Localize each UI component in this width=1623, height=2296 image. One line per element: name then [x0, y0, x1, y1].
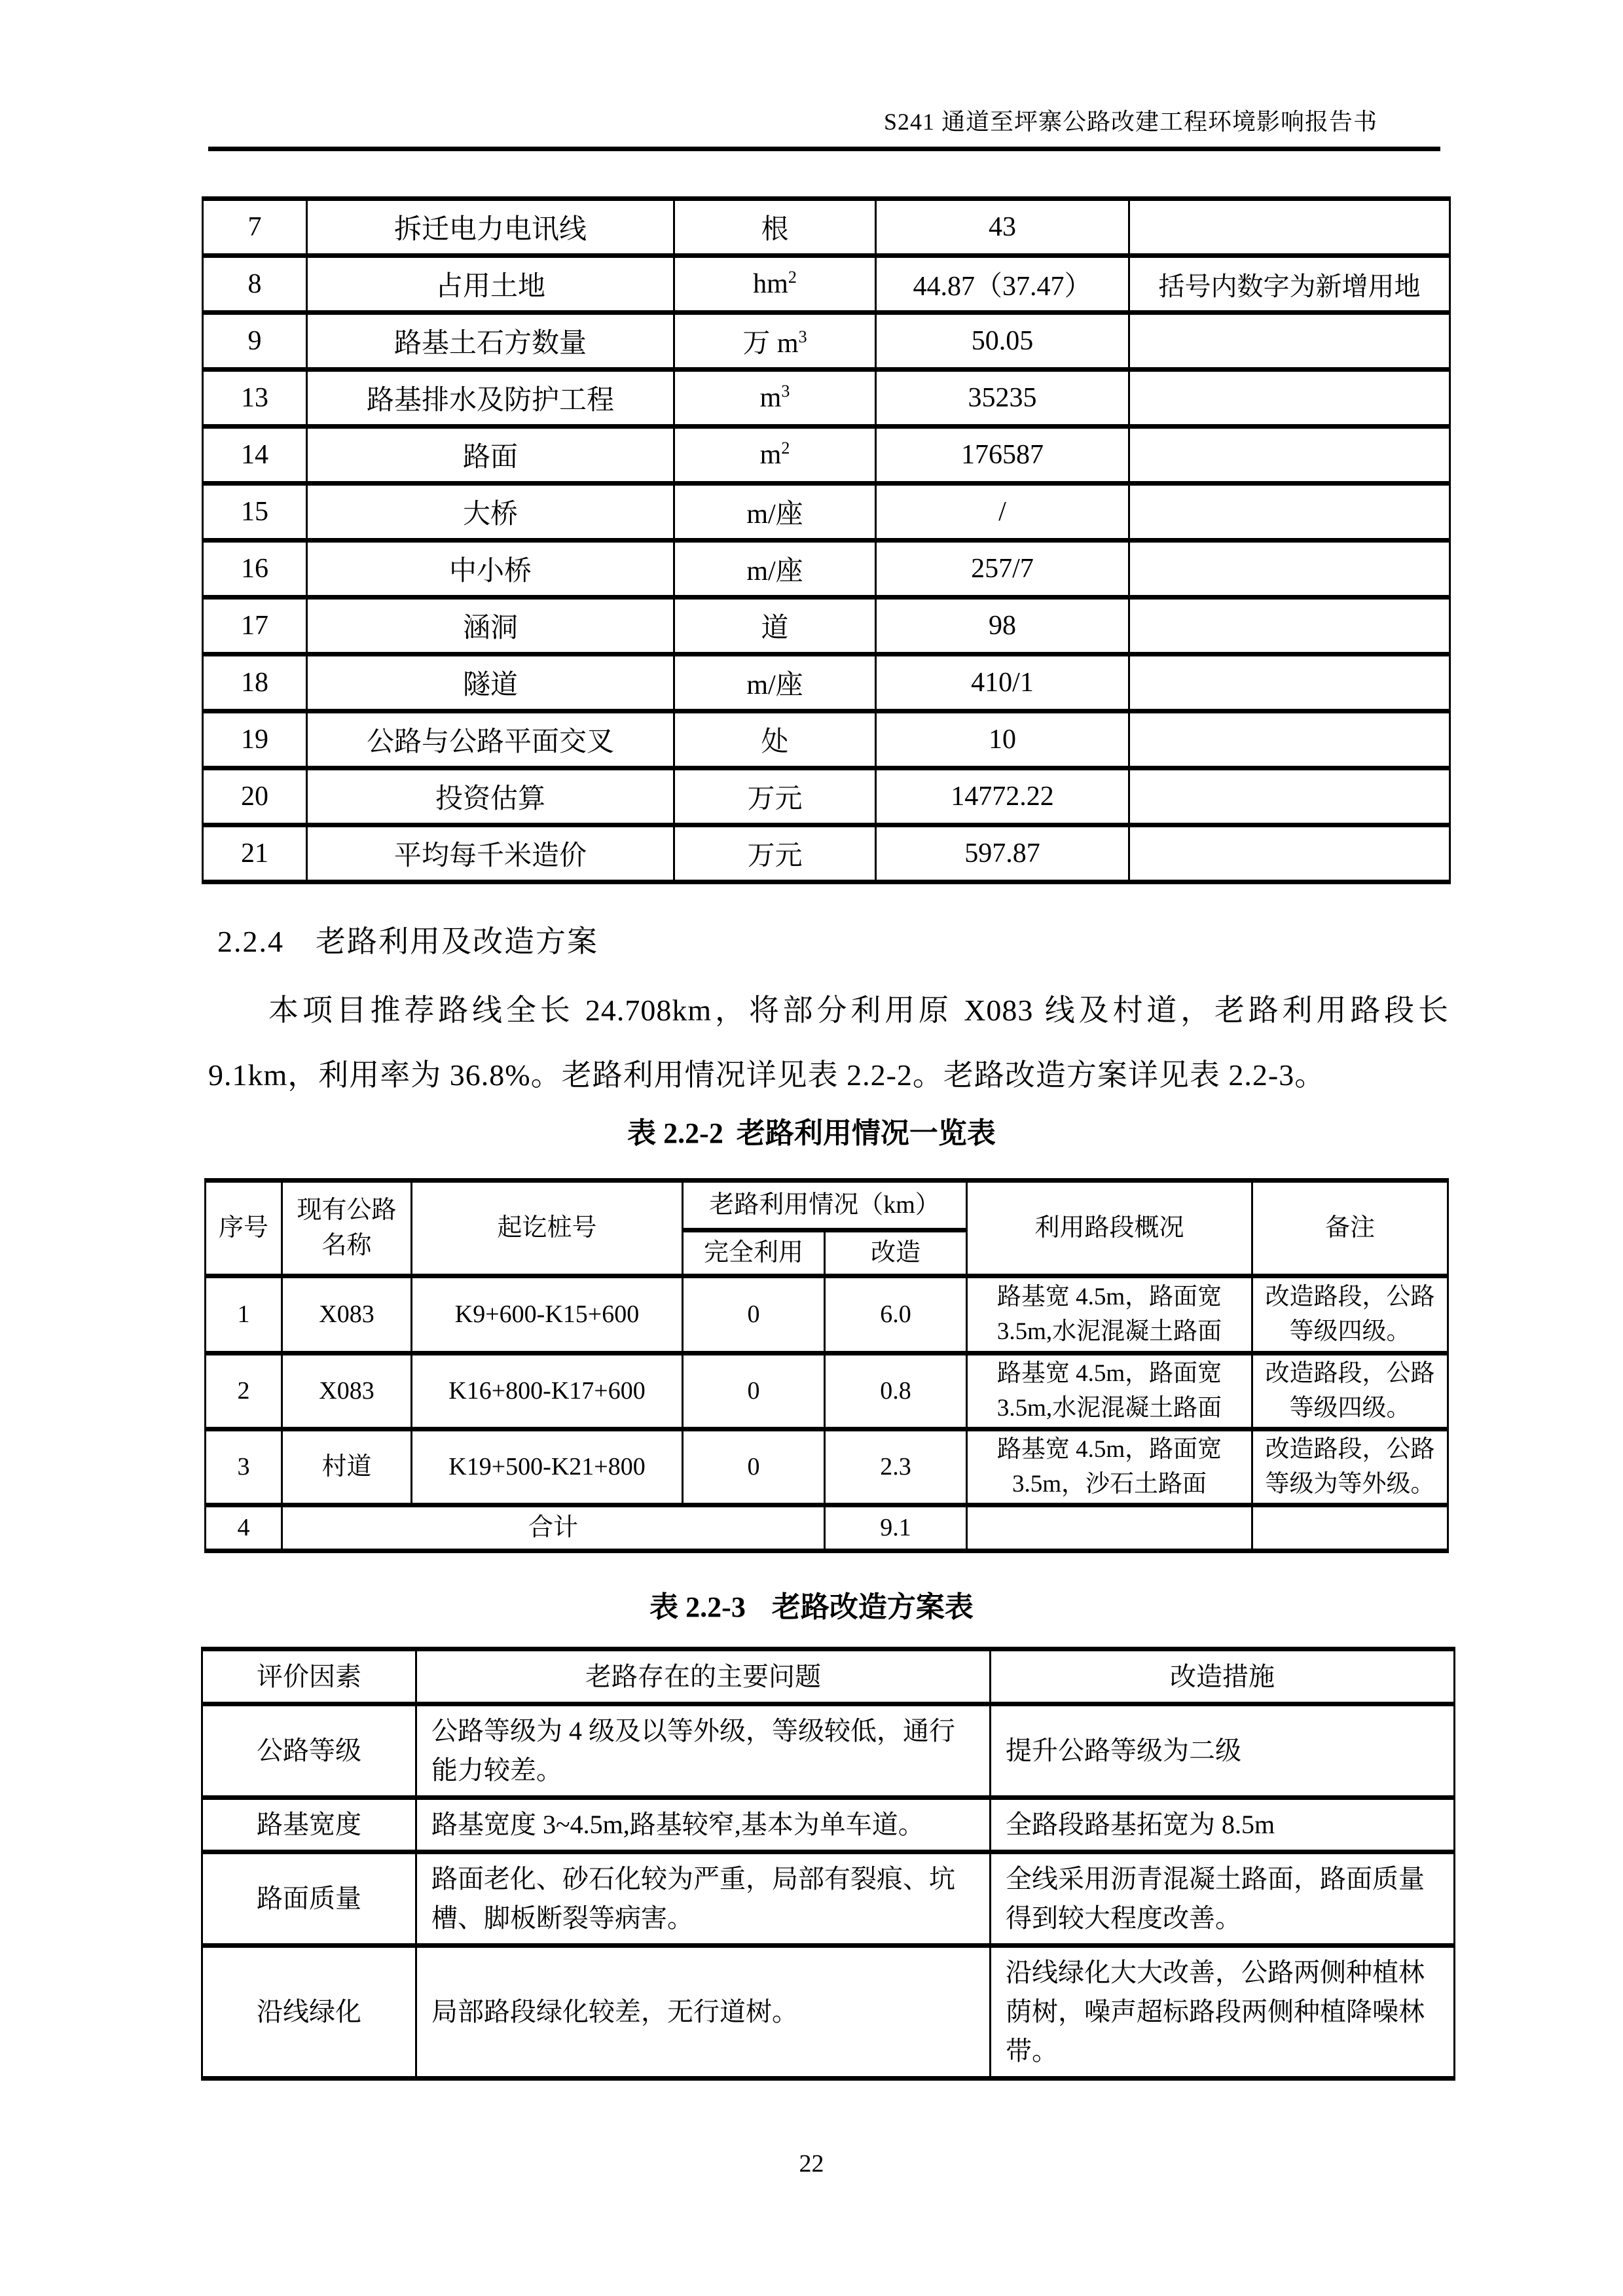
cell-value: 176587 [876, 427, 1129, 484]
cell-no: 21 [203, 825, 307, 882]
cell-overview: 路基宽 4.5m，路面宽 3.5m,水泥混凝土路面 [967, 1354, 1252, 1429]
body-paragraph [208, 978, 1449, 1107]
cell-value: 43 [876, 199, 1129, 256]
unit-base: hm [753, 269, 788, 299]
quantities-table [202, 196, 1451, 884]
cell-no: 4 [206, 1505, 282, 1551]
cell-factor: 沿线绿化 [202, 1946, 416, 2079]
cell-item: 平均每千米造价 [307, 825, 674, 882]
cell-item: 路基土石方数量 [307, 313, 674, 370]
total-row [206, 1505, 1448, 1551]
cell-remark [1129, 427, 1450, 484]
cell-item: 路基排水及防护工程 [307, 370, 674, 427]
table-row [202, 1798, 1455, 1852]
cell-unit [674, 256, 876, 313]
table22-caption [0, 1114, 1623, 1153]
cell-unit [674, 370, 876, 427]
cell-no: 2 [206, 1354, 282, 1429]
paragraph-line: 本项目推荐路线全长 24.708km，将部分利用原 X083 线及村道，老路利用路段长 [268, 994, 1449, 1027]
table-row [202, 1946, 1455, 2079]
paragraph-line: 9.1km，利用率为 36.8%。老路利用情况详见表 2.2-2。老路改造方案详见表 2.2-3。 [208, 1058, 1326, 1092]
cell-item: 中小桥 [307, 541, 674, 598]
cell-factor: 路基宽度 [202, 1798, 416, 1852]
header-rebuild: 改造 [825, 1230, 967, 1276]
cell-unit [674, 598, 876, 655]
header-usage-group: 老路利用情况（km） [683, 1181, 967, 1230]
header-road-line2: 名称 [321, 1231, 372, 1259]
cell-problem: 公路等级为 4 级及以等外级，等级较低，通行能力较差。 [416, 1704, 991, 1798]
cell-no: 9 [203, 313, 307, 370]
cell-full: 0 [683, 1354, 825, 1429]
table-row [206, 1429, 1448, 1505]
cell-road: X083 [282, 1354, 412, 1429]
cell-item: 大桥 [307, 484, 674, 541]
unit-sup: 3 [798, 327, 807, 346]
table-row [203, 825, 1450, 882]
cell-remark: 括号内数字为新增用地 [1129, 256, 1450, 313]
cell-value: 35235 [876, 370, 1129, 427]
cell-unit [674, 655, 876, 711]
cell-rebuild: 6.0 [825, 1276, 967, 1354]
header-remark: 备注 [1252, 1181, 1448, 1276]
table-row [203, 541, 1450, 598]
cell-measure: 沿线绿化大大改善，公路两侧种植林荫树，噪声超标路段两侧种植降噪林带。 [991, 1946, 1455, 2079]
cell-remark: 改造路段，公路等级四级。 [1252, 1354, 1448, 1429]
cell-no: 13 [203, 370, 307, 427]
header-no: 序号 [206, 1181, 282, 1276]
table-row [203, 598, 1450, 655]
page-number: 22 [799, 2150, 824, 2178]
cell-remark [1129, 199, 1450, 256]
unit-sup: 2 [788, 268, 797, 287]
cell-rebuild: 0.8 [825, 1354, 967, 1429]
cell-item: 拆迁电力电讯线 [307, 199, 674, 256]
header-factor: 评价因素 [202, 1649, 416, 1704]
cell-stake: K16+800-K17+600 [412, 1354, 683, 1429]
header-overview: 利用路段概况 [967, 1181, 1252, 1276]
header-rule [208, 147, 1440, 151]
cell-value: 597.87 [876, 825, 1129, 882]
cell-problem: 路基宽度 3~4.5m,路基较窄,基本为单车道。 [416, 1798, 991, 1852]
section-number: 2.2.4 [217, 925, 284, 958]
unit-sup: 2 [781, 439, 790, 457]
cell-remark [1129, 655, 1450, 711]
caption-title: 老路改造方案表 [771, 1591, 974, 1623]
unit-base: m/座 [746, 499, 803, 529]
cell-remark [1252, 1505, 1448, 1551]
cell-no: 17 [203, 598, 307, 655]
header-row [206, 1181, 1448, 1230]
header-road-line1: 现有公路 [297, 1196, 397, 1224]
cell-remark [1129, 541, 1450, 598]
cell-rebuild: 2.3 [825, 1429, 967, 1505]
cell-value: 50.05 [876, 313, 1129, 370]
road-reconstruction-table [201, 1647, 1455, 2081]
cell-no: 1 [206, 1276, 282, 1354]
table-row [203, 370, 1450, 427]
cell-road: 村道 [282, 1429, 412, 1505]
cell-remark [1129, 484, 1450, 541]
report-title: S241 通道至坪寨公路改建工程环境影响报告书 [883, 109, 1377, 135]
table-row [203, 427, 1450, 484]
cell-problem: 局部路段绿化较差，无行道树。 [416, 1946, 991, 2079]
cell-stake: K9+600-K15+600 [412, 1276, 683, 1354]
unit-base: 万 m [742, 329, 799, 359]
header-row [202, 1649, 1455, 1704]
table-row [203, 655, 1450, 711]
header-measure: 改造措施 [991, 1649, 1455, 1704]
unit-base: 根 [761, 215, 789, 245]
cell-problem: 路面老化、砂石化较为严重，局部有裂痕、坑槽、脚板断裂等病害。 [416, 1852, 991, 1946]
cell-no: 8 [203, 256, 307, 313]
cell-item: 占用土地 [307, 256, 674, 313]
table-row [203, 313, 1450, 370]
unit-base: m/座 [746, 556, 803, 586]
cell-measure: 全线采用沥青混凝土路面，路面质量得到较大程度改善。 [991, 1852, 1455, 1946]
cell-unit [674, 541, 876, 598]
cell-full: 0 [683, 1276, 825, 1354]
cell-full: 0 [683, 1429, 825, 1505]
cell-item: 涵洞 [307, 598, 674, 655]
cell-item: 公路与公路平面交叉 [307, 711, 674, 768]
cell-total-label: 合计 [282, 1505, 825, 1551]
cell-no: 18 [203, 655, 307, 711]
cell-rebuild-total: 9.1 [825, 1505, 967, 1551]
cell-value: 257/7 [876, 541, 1129, 598]
section-title: 老路利用及改造方案 [316, 925, 598, 958]
cell-value: 10 [876, 711, 1129, 768]
cell-item: 路面 [307, 427, 674, 484]
cell-value: / [876, 484, 1129, 541]
unit-base: 万元 [747, 784, 803, 814]
cell-unit [674, 484, 876, 541]
cell-no: 14 [203, 427, 307, 484]
unit-base: m [759, 440, 782, 470]
cell-value: 410/1 [876, 655, 1129, 711]
unit-base: 处 [761, 727, 789, 757]
cell-item: 隧道 [307, 655, 674, 711]
unit-base: m [759, 383, 782, 413]
cell-unit [674, 199, 876, 256]
header-full-use: 完全利用 [683, 1230, 825, 1276]
cell-no: 15 [203, 484, 307, 541]
cell-factor: 路面质量 [202, 1852, 416, 1946]
caption-label: 表 2.2-3 [649, 1591, 746, 1623]
unit-base: 道 [761, 613, 789, 643]
header-stake: 起讫桩号 [412, 1181, 683, 1276]
cell-remark [1129, 313, 1450, 370]
cell-remark [1129, 825, 1450, 882]
cell-measure: 全路段路基拓宽为 8.5m [991, 1798, 1455, 1852]
cell-overview [967, 1505, 1252, 1551]
caption-title: 老路利用情况一览表 [736, 1117, 996, 1149]
cell-remark: 改造路段，公路等级四级。 [1252, 1276, 1448, 1354]
cell-value: 14772.22 [876, 768, 1129, 825]
table-row [203, 199, 1450, 256]
cell-remark: 改造路段，公路等级为等外级。 [1252, 1429, 1448, 1505]
cell-no: 7 [203, 199, 307, 256]
cell-stake: K19+500-K21+800 [412, 1429, 683, 1505]
cell-overview: 路基宽 4.5m，路面宽 3.5m，沙石土路面 [967, 1429, 1252, 1505]
cell-remark [1129, 370, 1450, 427]
unit-base: m/座 [746, 670, 803, 700]
cell-item: 投资估算 [307, 768, 674, 825]
cell-overview: 路基宽 4.5m，路面宽 3.5m,水泥混凝土路面 [967, 1276, 1252, 1354]
cell-road: X083 [282, 1276, 412, 1354]
header-problem: 老路存在的主要问题 [416, 1649, 991, 1704]
cell-unit [674, 313, 876, 370]
cell-no: 20 [203, 768, 307, 825]
cell-no: 19 [203, 711, 307, 768]
cell-no: 3 [206, 1429, 282, 1505]
cell-remark [1129, 711, 1450, 768]
table-row [206, 1276, 1448, 1354]
cell-value: 98 [876, 598, 1129, 655]
table-row [206, 1354, 1448, 1429]
cell-no: 16 [203, 541, 307, 598]
unit-sup: 3 [781, 382, 790, 401]
cell-unit [674, 768, 876, 825]
header-road-name [282, 1181, 412, 1276]
cell-remark [1129, 598, 1450, 655]
table-row [202, 1852, 1455, 1946]
table-row [202, 1704, 1455, 1798]
section-heading [217, 922, 598, 962]
table-row [203, 256, 1450, 313]
table-row [203, 484, 1450, 541]
caption-label: 表 2.2-2 [627, 1117, 723, 1149]
table-row [203, 711, 1450, 768]
cell-unit [674, 427, 876, 484]
unit-base: 万元 [747, 841, 803, 871]
table-row [203, 768, 1450, 825]
cell-factor: 公路等级 [202, 1704, 416, 1798]
cell-unit [674, 825, 876, 882]
table23-caption [0, 1588, 1623, 1627]
road-utilization-table [204, 1178, 1449, 1553]
cell-measure: 提升公路等级为二级 [991, 1704, 1455, 1798]
cell-remark [1129, 768, 1450, 825]
cell-unit [674, 711, 876, 768]
cell-value: 44.87（37.47） [876, 256, 1129, 313]
